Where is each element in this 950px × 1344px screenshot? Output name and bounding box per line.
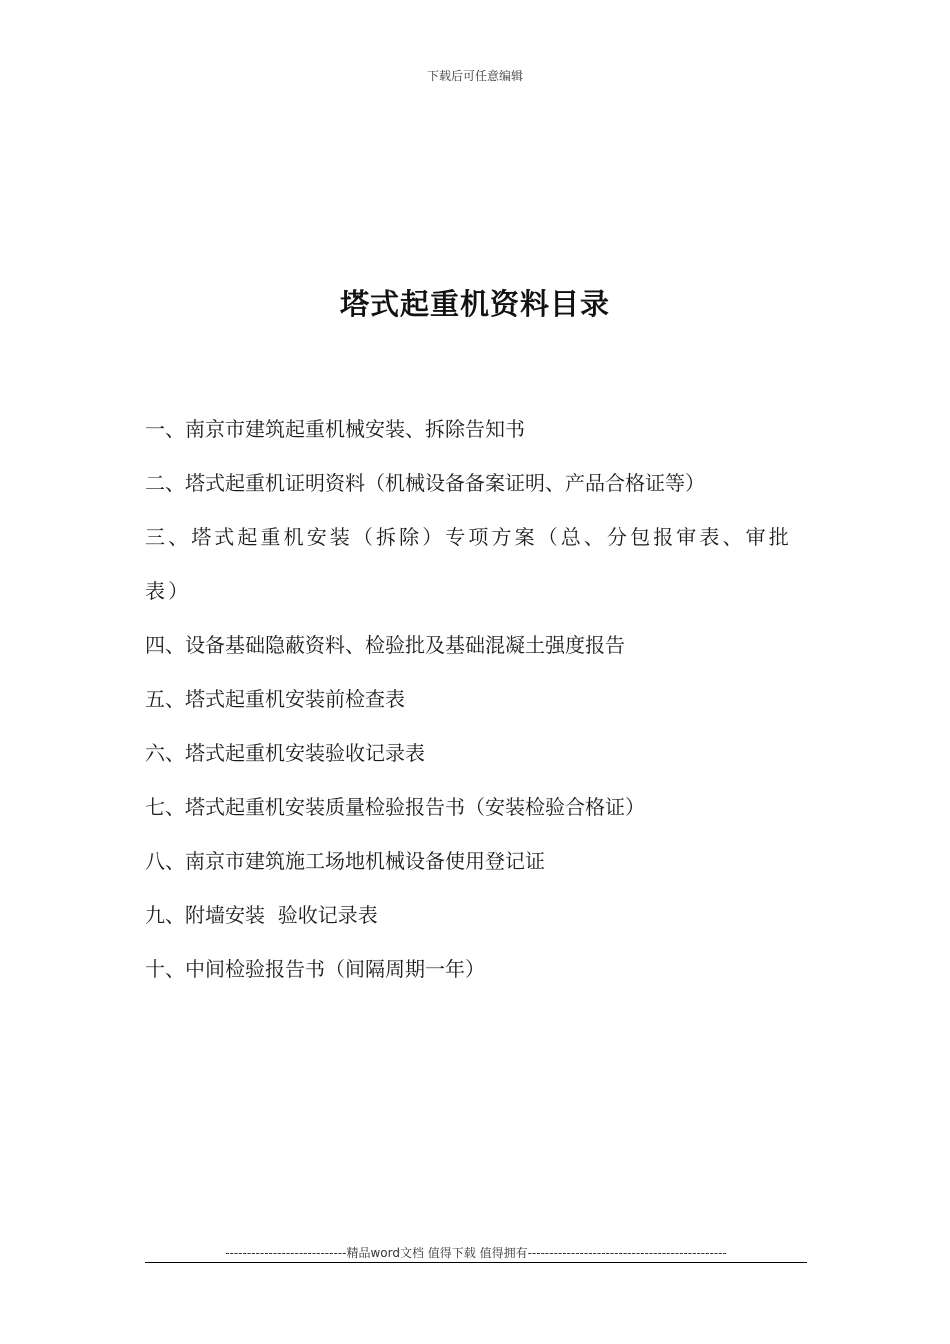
header-note: 下载后可任意编辑 [426, 69, 523, 83]
toc-item-3: 三、塔式起重机安装（拆除）专项方案（总、分包报审表、审批表） [145, 525, 792, 603]
toc-item-1: 一、南京市建筑起重机械安装、拆除告知书 [145, 417, 525, 441]
toc-item-8: 八、南京市建筑施工场地机械设备使用登记证 [145, 849, 545, 873]
toc-item-5: 五、塔式起重机安装前检查表 [145, 687, 405, 711]
table-of-contents [145, 402, 810, 996]
toc-item-9: 九、附墙安装 验收记录表 [145, 903, 378, 927]
toc-item-10: 十、中间检验报告书（间隔周期一年） [145, 957, 485, 981]
document-title: 塔式起重机资料目录 [339, 287, 610, 321]
toc-item-2: 二、塔式起重机证明资料（机械设备备案证明、产品合格证等） [145, 471, 705, 495]
toc-item-4: 四、设备基础隐蔽资料、检验批及基础混凝土强度报告 [145, 633, 625, 657]
toc-item-6: 六、塔式起重机安装验收记录表 [145, 741, 425, 765]
footer-divider [145, 1262, 807, 1263]
toc-item-7: 七、塔式起重机安装质量检验报告书（安装检验合格证） [145, 795, 645, 819]
footer-note: ----------------------------精品word文档 值得下载 值得拥有---------------------------------------------- [225, 1246, 727, 1260]
